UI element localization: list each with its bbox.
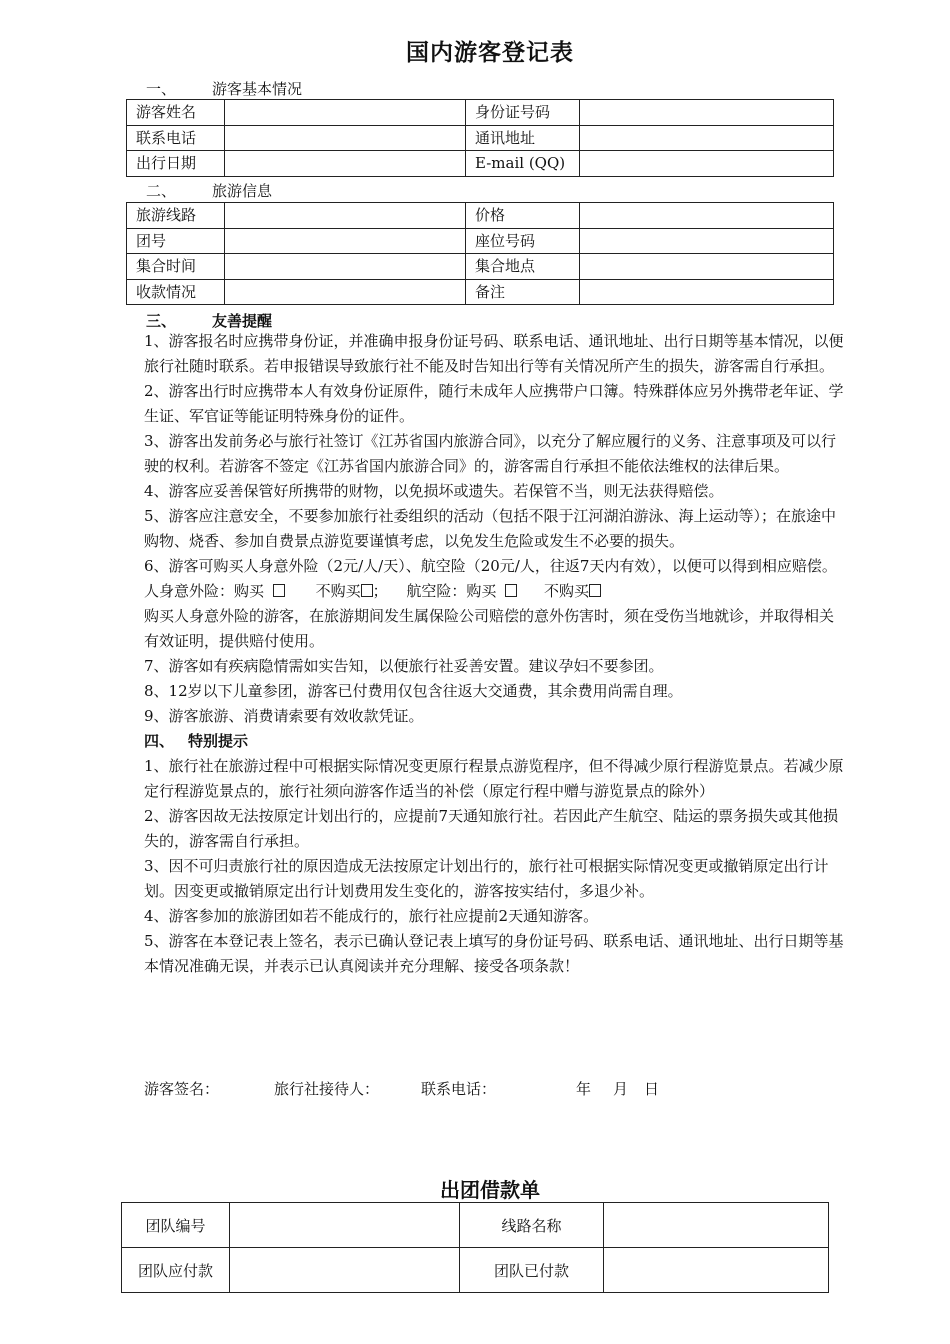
route-field[interactable] xyxy=(225,203,466,229)
payment-status-field[interactable] xyxy=(225,279,466,305)
section-title: 旅游信息 xyxy=(212,182,273,200)
amount-paid-field[interactable] xyxy=(604,1248,829,1293)
paragraph: 2、游客出行时应携带本人有效身份证原件，随行未成年人应携带户口簿。特殊群体应另外携带老年证、学生证、军官证等能证明特殊身份的证件。 xyxy=(144,382,844,425)
paragraph: 6、游客可购买人身意外险（2元/人/天）、航空险（20元/人，往返7天内有效），以便可以得到相应赔偿。 xyxy=(144,557,837,575)
table-row xyxy=(127,203,834,229)
paragraph: 7、游客如有疾病隐情需如实告知，以便旅行社妥善安置。建议孕妇不要参团。 xyxy=(144,657,664,675)
field-label: 团队应付款 xyxy=(122,1248,230,1293)
tourist-signature-label: 游客签名： xyxy=(144,1080,220,1098)
table-row xyxy=(127,100,834,126)
email-field[interactable] xyxy=(580,151,834,177)
separator: ； xyxy=(372,582,388,600)
section-number: 四、 xyxy=(144,732,175,750)
table-row xyxy=(122,1248,829,1293)
basic-info-table xyxy=(126,99,834,177)
phone-field[interactable] xyxy=(225,125,466,151)
group-number-field[interactable] xyxy=(225,228,466,254)
field-label: 通讯地址 xyxy=(466,125,580,151)
remarks-field[interactable] xyxy=(580,279,834,305)
field-label: 价格 xyxy=(466,203,580,229)
travel-info-table xyxy=(126,202,834,305)
section-title: 友善提醒 xyxy=(212,312,273,330)
section-heading-basic-info xyxy=(146,78,302,99)
table-row xyxy=(127,254,834,280)
field-label: 游客姓名 xyxy=(127,100,225,126)
section-heading-reminders xyxy=(146,310,272,331)
meeting-place-field[interactable] xyxy=(580,254,834,280)
personal-insurance-buy-checkbox[interactable] xyxy=(273,584,285,597)
section-number: 一、 xyxy=(146,80,177,98)
page-title: 国内游客登记表 xyxy=(406,39,574,66)
meeting-time-field[interactable] xyxy=(225,254,466,280)
paragraph: 1、旅行社在旅游过程中可根据实际情况变更原行程景点游览程序，但不得减少原行程游览景点。若减少原定行程游览景点的，旅行社须向游客作适当的补偿（原定行程中赠与游览景点的除外） xyxy=(144,757,844,800)
air-insurance-decline-checkbox[interactable] xyxy=(589,584,601,597)
table-row xyxy=(127,279,834,305)
field-label: 座位号码 xyxy=(466,228,580,254)
section-title: 游客基本情况 xyxy=(212,80,303,98)
insurance-options xyxy=(144,579,844,604)
paragraph: 3、游客出发前务必与旅行社签订《江苏省国内旅游合同》，以充分了解应履行的义务、注意事项及可以行驶的权利。若游客不签定《江苏省国内旅游合同》的，游客需自行承担不能依法维权的法律后果。 xyxy=(144,432,837,475)
section-title: 特别提示 xyxy=(188,732,249,750)
field-label: 身份证号码 xyxy=(466,100,580,126)
insurance-option-label: 不购买 xyxy=(543,582,589,600)
insurance-label: 人身意外险：购买 xyxy=(144,582,265,600)
paragraph: 购买人身意外险的游客，在旅游期间发生属保险公司赔偿的意外伤害时，须在受伤当地就诊，并取得相关有效证明，提供赔付使用。 xyxy=(144,607,835,650)
paragraph: 5、游客在本登记表上签名，表示已确认登记表上填写的身份证号码、联系电话、通讯地址、出行日期等基本情况准确无误，并表示已认真阅读并充分理解、接受各项条款！ xyxy=(144,932,844,975)
name-field[interactable] xyxy=(225,100,466,126)
paragraph: 4、游客参加的旅游团如若不能成行的，旅行社应提前2天通知游客。 xyxy=(144,907,599,925)
table-row xyxy=(127,151,834,177)
paragraph: 4、游客应妥善保管好所携带的财物，以免损坏或遗失。若保管不当，则无法获得赔偿。 xyxy=(144,482,724,500)
price-field[interactable] xyxy=(580,203,834,229)
section-heading-travel-info xyxy=(146,180,272,201)
field-label: 旅游线路 xyxy=(127,203,225,229)
field-label: 收款情况 xyxy=(127,279,225,305)
address-field[interactable] xyxy=(580,125,834,151)
field-label: 备注 xyxy=(466,279,580,305)
field-label: 团队编号 xyxy=(122,1203,230,1248)
signature-line xyxy=(144,1078,659,1099)
amount-payable-field[interactable] xyxy=(230,1248,460,1293)
air-insurance-buy-checkbox[interactable] xyxy=(505,584,517,597)
field-label: 联系电话 xyxy=(127,125,225,151)
field-label: 集合地点 xyxy=(466,254,580,280)
route-name-field[interactable] xyxy=(604,1203,829,1248)
table-row xyxy=(127,125,834,151)
loan-form-table xyxy=(121,1202,829,1293)
paragraph: 8、12岁以下儿童参团，游客已付费用仅包含往返大交通费，其余费用尚需自理。 xyxy=(144,682,683,700)
section-number: 二、 xyxy=(146,182,177,200)
paragraph: 3、因不可归责旅行社的原因造成无法按原定计划出行的，旅行社可根据实际情况变更或撤销原定出行计划。因变更或撤销原定出行计划费用发生变化的，游客按实结付，多退少补。 xyxy=(144,857,829,900)
paragraph: 5、游客应注意安全，不要参加旅行社委组织的活动（包括不限于江河湖泊游泳、海上运动等）；在旅途中购物、烧香、参加自费景点游览要谨慎考虑，以免发生危险或发生不必要的损失。 xyxy=(144,507,837,550)
year-label: 年 xyxy=(576,1080,592,1098)
paragraph: 9、游客旅游、消费请索要有效收款凭证。 xyxy=(144,707,424,725)
agent-label: 旅行社接待人： xyxy=(274,1080,380,1098)
reminders-body xyxy=(144,329,844,979)
team-number-field[interactable] xyxy=(230,1203,460,1248)
table-row xyxy=(122,1203,829,1248)
field-label: 团队已付款 xyxy=(460,1248,604,1293)
section-heading-special-notes xyxy=(144,729,844,754)
seat-number-field[interactable] xyxy=(580,228,834,254)
travel-date-field[interactable] xyxy=(225,151,466,177)
month-label: 月 xyxy=(613,1080,629,1098)
insurance-option-label: 不购买 xyxy=(315,582,361,600)
contact-phone-label: 联系电话： xyxy=(421,1080,497,1098)
paragraph: 1、游客报名时应携带身份证，并准确申报身份证号码、联系电话、通讯地址、出行日期等基本情况，以便旅行社随时联系。若申报错误导致旅行社不能及时告知出行等有关情况所产生的损失，游客需自行承担。 xyxy=(144,332,844,375)
field-label: E-mail (QQ) xyxy=(466,151,580,177)
field-label: 线路名称 xyxy=(460,1203,604,1248)
field-label: 出行日期 xyxy=(127,151,225,177)
table-row xyxy=(127,228,834,254)
section-number: 三、 xyxy=(146,312,177,330)
day-label: 日 xyxy=(644,1080,660,1098)
id-number-field[interactable] xyxy=(580,100,834,126)
insurance-label: 航空险：购买 xyxy=(406,582,497,600)
paragraph: 2、游客因故无法按原定计划出行的，应提前7天通知旅行社。若因此产生航空、陆运的票务损失或其他损失的，游客需自行承担。 xyxy=(144,807,839,850)
loan-form-title: 出团借款单 xyxy=(440,1178,540,1202)
personal-insurance-decline-checkbox[interactable] xyxy=(361,584,373,597)
field-label: 集合时间 xyxy=(127,254,225,280)
field-label: 团号 xyxy=(127,228,225,254)
